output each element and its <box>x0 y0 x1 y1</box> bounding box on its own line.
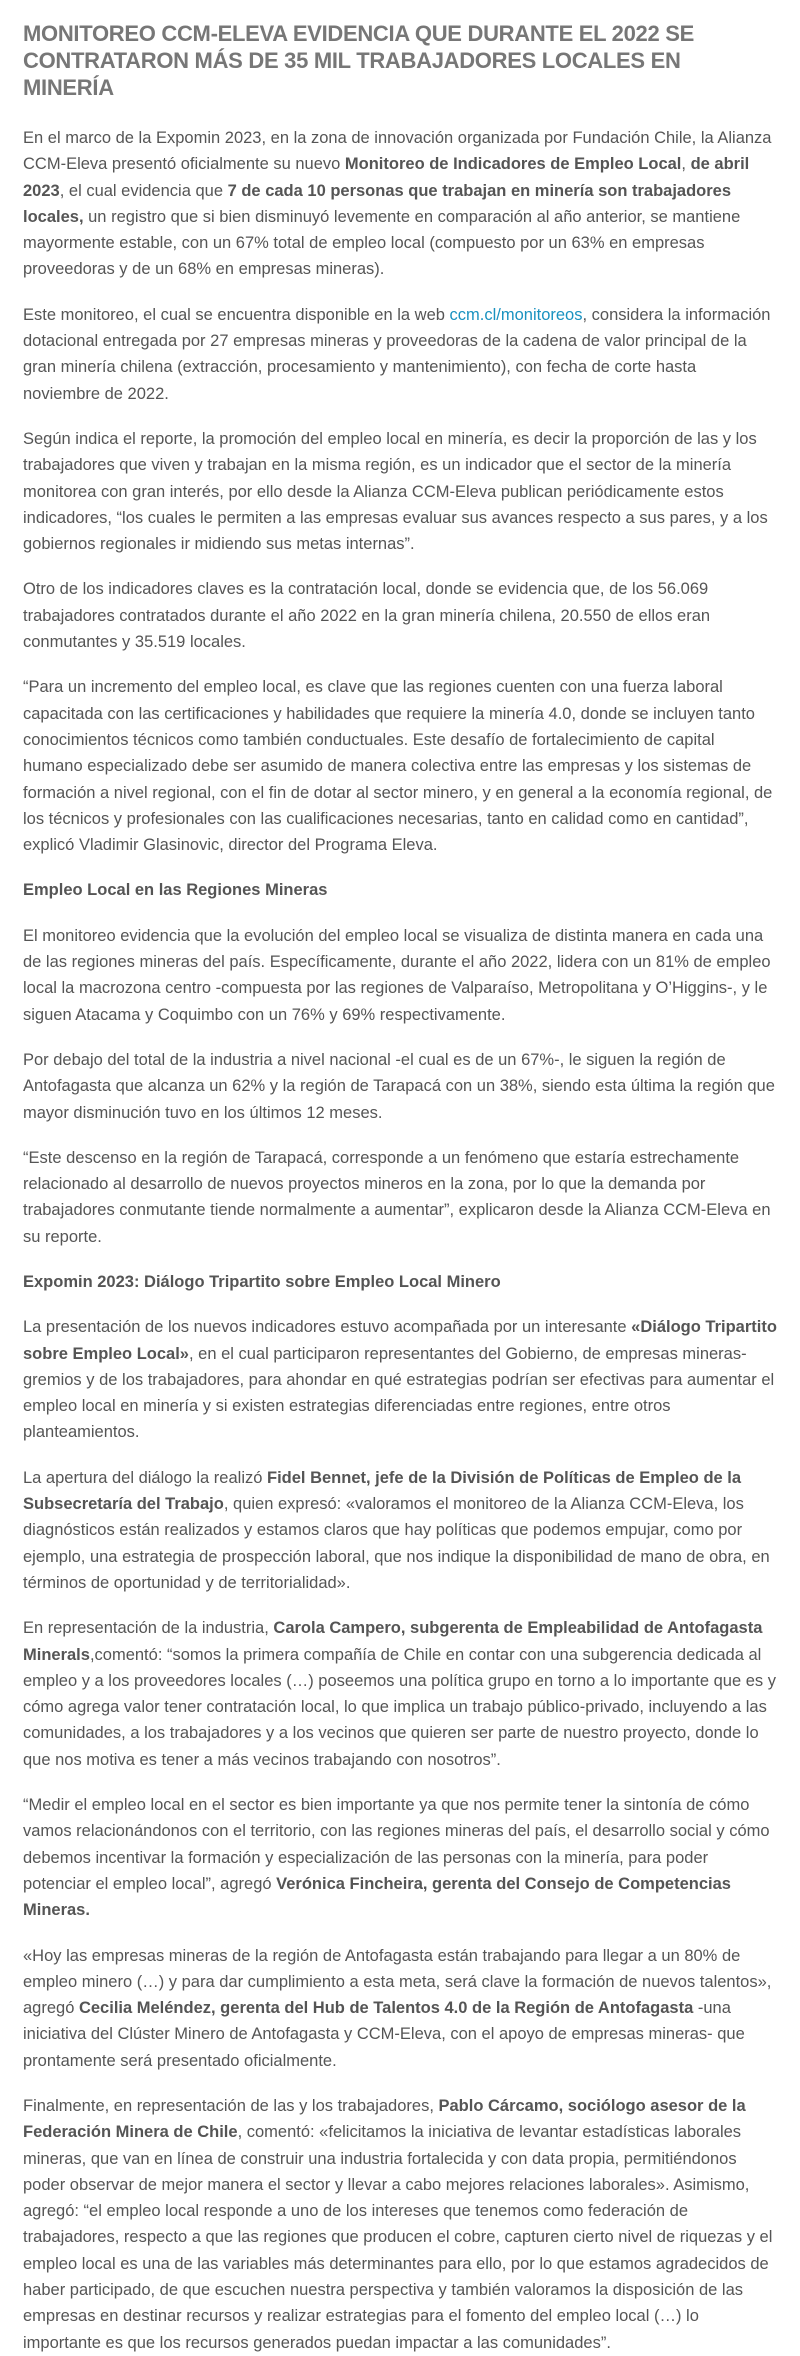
paragraph-dialogo: La presentación de los nuevos indicadores estuvo acompañada por un interesante «Diálogo Tripartito sobre Empleo Local», en el cual participaron representantes del Gobierno, de empresas mineras-gremios y de los trabajadores, para ahondar en qué estrategias podrían ser efectivas para aumentar el empleo local en minería y si existen estrategias diferenciadas entre regiones, entre otros planteamientos. <box>23 1318 777 1442</box>
paragraph-monitoreo: Este monitoreo, el cual se encuentra disponible en la web ccm.cl/monitoreos, considera la información dotacional entregada por 27 empresas mineras y proveedoras de la cadena de valor principal de la gran minería chilena (extracción, procesamiento y mantenimiento), con fecha de corte hasta noviembre de 2022. <box>23 305 771 403</box>
paragraph-fincheira: “Medir el empleo local en el sector es bien importante ya que nos permite tener la sintonía de cómo vamos relacionándonos con el territorio, con las regiones mineras del país, el desarrollo social y cómo debemos incentivar la formación y especialización de las personas con la minería, para poder potenciar el empleo local”, agregó Verónica Fincheira, gerenta del Consejo de Competencias Mineras. <box>23 1796 770 1920</box>
section-heading-expomin: Expomin 2023: Diálogo Tripartito sobre Empleo Local Minero <box>23 1272 501 1291</box>
paragraph-melendez: «Hoy las empresas mineras de la región de Antofagasta están trabajando para llegar a un 80% de empleo minero (…) y para dar cumplimiento a esta meta, será clave la formación de nuevos talentos», agregó Cecilia Meléndez, gerenta del Hub de Talentos 4.0 de la Región de Antofagasta -una iniciativa del Clúster Minero de Antofagasta y CCM-Eleva, con el apoyo de empresas mineras- que prontamente será presentado oficialmente. <box>23 1946 772 2070</box>
paragraph-tarapaca-quote: “Este descenso en la región de Tarapacá, corresponde a un fenómeno que estaría estrechamente relacionado al desarrollo de nuevos proyectos mineros en la zona, por lo que la demanda por trabajadores conmutante tiende normalmente a aumentar”, explicaron desde la Alianza CCM-Eleva en su reporte. <box>23 1148 771 1246</box>
paragraph-contratacion: Otro de los indicadores claves es la contratación local, donde se evidencia que, de los 56.069 trabajadores contratados durante el año 2022 en la gran minería chilena, 20.550 de ellos eran conmutantes y 35.519 locales. <box>23 580 711 652</box>
paragraph-bennet: La apertura del diálogo la realizó Fidel Bennet, jefe de la División de Políticas de Empleo de la Subsecretaría del Trabajo, quien expresó: «valoramos el monitoreo de la Alianza CCM-Eleva, los diagnósticos están realizados y estamos claros que hay políticas que podemos empujar, como por ejemplo, una estrategia de prospección laboral, que nos indique la disponibilidad de mano de obra, en términos de oportunidad y de territorialidad». <box>23 1468 770 1592</box>
paragraph-antofagasta-tarapaca: Por debajo del total de la industria a nivel nacional -el cual es de un 67%-, le siguen la región de Antofagasta que alcanza un 62% y la región de Tarapacá con un 38%, siendo esta última la región que mayor disminución tuvo en los últimos 12 meses. <box>23 1050 775 1122</box>
paragraph-glasinovic-quote: “Para un incremento del empleo local, es clave que las regiones cuenten con una fuerza laboral capacitada con las certificaciones y habilidades que requiere la minería 4.0, donde se incluyen tanto conocimientos técnicos como también conductuales. Este desafío de fortalecimiento de capital humano especializado debe ser asumido de manera colectiva entre las empresas y los sistemas de formación a nivel regional, con el fin de dotar al sector minero, y en general a la economía regional, de los técnicos y profesionales con las cualificaciones necesarias, tanto en calidad como en cantidad”, explicó Vladimir Glasinovic, director del Programa Eleva. <box>23 678 773 855</box>
paragraph-intro: En el marco de la Expomin 2023, en la zona de innovación organizada por Fundación Chile, la Alianza CCM-Eleva presentó oficialmente su nuevo Monitoreo de Indicadores de Empleo Local, de abril 2023, el cual evidencia que 7 de cada 10 personas que trabajan en minería son trabajadores locales, un registro que si bien disminuyó levemente en comparación al año anterior, se mantiene mayormente estable, con un 67% total de empleo local (compuesto por un 63% en empresas proveedoras y de un 68% en empresas mineras). <box>23 129 772 279</box>
paragraph-reporte: Según indica el reporte, la promoción del empleo local en minería, es decir la proporción de las y los trabajadores que viven y trabajan en la misma región, es un indicador que el sector de la minería monitorea con gran interés, por ello desde la Alianza CCM-Eleva publican periódicamente estos indicadores, “los cuales le permiten a las empresas evaluar sus avances respecto a sus pares, y a los gobiernos regionales ir midiendo sus metas internas”. <box>23 429 768 554</box>
monitoreos-link[interactable]: ccm.cl/monitoreos <box>449 305 583 324</box>
paragraph-regiones: El monitoreo evidencia que la evolución del empleo local se visualiza de distinta manera en cada una de las regiones mineras del país. Específicamente, durante el año 2022, lidera con un 81% de empleo local la macrozona centro -compuesta por las regiones de Valparaíso, Metropolitana y O’Higgins-, y le siguen Atacama y Coquimbo con un 76% y 69% respectivamente. <box>23 926 771 1024</box>
article-title: MONITOREO CCM-ELEVA EVIDENCIA QUE DURANTE EL 2022 SE CONTRATARON MÁS DE 35 MIL TRABAJADORES LOCALES EN MINERÍA <box>23 21 694 100</box>
section-heading-regiones: Empleo Local en las Regiones Mineras <box>23 881 328 900</box>
paragraph-carcamo: Finalmente, en representación de las y los trabajadores, Pablo Cárcamo, sociólogo asesor de la Federación Minera de Chile, comentó: «felicitamos la iniciativa de levantar estadísticas laborales mineras, que van en línea de construir una industria fortalecida y con data propia, permitiéndonos poder observar de mejor manera el sector y llevar a cabo mejores relaciones laborales». Asimismo, agregó: “el empleo local responde a uno de los intereses que tenemos como federación de trabajadores, respecto a que las regiones que producen el cobre, capturen cierto nivel de riquezas y el empleo local es una de las variables más determinantes para ello, por lo que estamos agradecidos de haber participado, de que escuchen nuestra perspectiva y también valoramos la disposición de las empresas en destinar recursos y realizar estrategias para el fomento del empleo local (…) lo importante es que los recursos generados puedan impactar a las comunidades”. <box>23 2097 773 2352</box>
paragraph-campero: En representación de la industria, Carola Campero, subgerenta de Empleabilidad de Antofagasta Minerals,comentó: “somos la primera compañía de Chile en contar con una subgerencia dedicada al empleo y a los proveedores locales (…) poseemos una política grupo en torno a lo importante que es y cómo agrega valor tener contratación local, lo que implica un trabajo público-privado, incluyendo a las comunidades, a los trabajadores y a los vecinos que quieren ser parte de nuestro proyecto, donde lo que nos motiva es tener a más vecinos trabajando con nosotros”. <box>23 1619 777 1769</box>
